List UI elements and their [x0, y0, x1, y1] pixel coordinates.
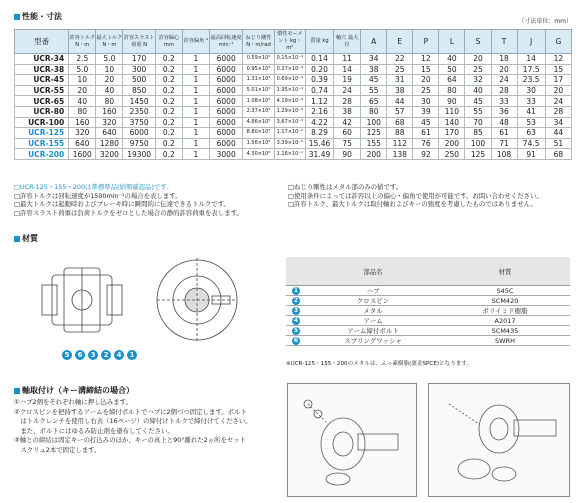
spec-cell: 68	[387, 117, 413, 128]
spec-cell: 19300	[123, 149, 155, 160]
spec-header-cell: S	[465, 30, 491, 54]
spec-cell: 10	[96, 64, 123, 75]
spec-cell: 1	[182, 54, 209, 65]
spec-cell: 23.5	[517, 75, 545, 86]
spec-cell: 17.5	[517, 64, 545, 75]
spec-cell: 25	[387, 64, 413, 75]
spec-cell: 38	[334, 106, 361, 117]
part-number-cell	[286, 326, 306, 336]
spec-cell: 0.2	[155, 64, 182, 75]
spec-cell: 0.20	[305, 64, 333, 75]
spec-cell: 1.29×10⁻³	[274, 106, 305, 117]
spec-cell: 14	[517, 54, 545, 65]
spec-table-header	[15, 30, 572, 54]
part-number-cell	[286, 286, 306, 296]
spec-table-row	[15, 96, 572, 107]
model-cell: UCR-80	[15, 106, 69, 117]
material-header-mat: 材質	[440, 257, 570, 286]
spec-cell: 4.86×10⁵	[243, 117, 274, 128]
spec-cell: 200	[361, 149, 387, 160]
material-cell: SCM435	[440, 326, 570, 336]
part-number-cell	[286, 296, 306, 306]
part-number-badge: 4	[293, 317, 299, 324]
spec-cell: 42	[334, 117, 361, 128]
spec-cell: 31	[387, 75, 413, 86]
spec-cell: 200	[439, 138, 465, 149]
spec-header-cell: E	[387, 30, 413, 54]
spec-header-cell: P	[413, 30, 439, 54]
spec-cell: 6000	[210, 117, 243, 128]
spec-cell: 44	[387, 96, 413, 107]
section-marker-icon	[14, 14, 20, 20]
spec-table-row	[15, 106, 572, 117]
spec-cell: 1.95×10⁻⁴	[274, 85, 305, 96]
part-label-badge: 6	[75, 350, 85, 360]
spec-cell: 160	[96, 106, 123, 117]
spec-cell: 68	[545, 149, 571, 160]
part-label-badge: 4	[114, 350, 124, 360]
material-cell: SWRH	[440, 336, 570, 346]
model-cell: UCR-34	[15, 54, 69, 65]
spec-header-cell: T	[491, 30, 517, 54]
spec-cell: 15.46	[305, 138, 333, 149]
spec-cell: 1	[182, 128, 209, 139]
spec-header-cell: 質量 kg	[305, 30, 333, 54]
procedure-title-text: 軸取付け（キー溝締結の場合）	[22, 386, 134, 395]
spec-cell: 40	[465, 85, 491, 96]
spec-cell: 45	[413, 117, 439, 128]
spec-cell: 170	[123, 54, 155, 65]
spec-cell: 91	[517, 149, 545, 160]
spec-cell: 20	[545, 85, 571, 96]
spec-header-cell: 慣性モーメント kg・m²	[274, 30, 305, 54]
procedure-line: ①ハブ2個をそれぞれ軸に押し込みます。	[14, 398, 132, 406]
spec-cell: 2.16	[305, 106, 333, 117]
material-cell: S45C	[440, 286, 570, 296]
spec-cell: 45	[361, 75, 387, 86]
section-marker-icon	[14, 236, 20, 242]
spec-cell: 155	[361, 138, 387, 149]
spec-cell: 0.27×10⁻⁴	[274, 64, 305, 75]
spec-cell: 14	[334, 64, 361, 75]
spec-table-row	[15, 64, 572, 75]
spec-cell: 4.22	[305, 117, 333, 128]
spec-cell: 3.39×10⁻²	[274, 138, 305, 149]
spec-cell: 0.74	[305, 85, 333, 96]
spec-cell: 0.2	[155, 75, 182, 86]
spec-cell: 108	[491, 149, 517, 160]
material-note: ※UCR-125・155・200のメタルは、ふっ素樹脂(裏金SPCE)となります。	[286, 361, 473, 367]
spec-header-cell: L	[439, 30, 465, 54]
section-marker-icon	[14, 388, 20, 394]
spec-cell: 55	[465, 106, 491, 117]
spec-cell: 1	[182, 106, 209, 117]
note-line: □最大トルクは起動時およびブレーキ時に瞬間的に伝達できるトルクです。	[14, 200, 230, 209]
spec-cell: 85	[465, 128, 491, 139]
spec-cell: 0.2	[155, 96, 182, 107]
spec-cell: 6000	[210, 106, 243, 117]
spec-cell: 30	[517, 85, 545, 96]
spec-cell: 71	[491, 138, 517, 149]
part-label-badge: 2	[101, 350, 111, 360]
spec-cell: 34	[361, 54, 387, 65]
spec-cell: 125	[361, 128, 387, 139]
spec-cell: 80	[439, 85, 465, 96]
part-number-cell	[286, 336, 306, 346]
part-number-labels	[62, 350, 137, 360]
spec-cell: 51	[545, 138, 571, 149]
model-cell: UCR-65	[15, 96, 69, 107]
spec-cell: 60	[334, 128, 361, 139]
spec-cell: 5.0	[69, 64, 96, 75]
spec-cell: 1.56×10⁶	[243, 138, 274, 149]
spec-cell: 4.30×10⁶	[243, 149, 274, 160]
model-cell: UCR-155	[15, 138, 69, 149]
part-number-badge: 2	[293, 297, 299, 304]
spec-table-row	[15, 85, 572, 96]
spec-cell: 25	[465, 64, 491, 75]
spec-cell: 1.17×10⁻²	[274, 128, 305, 139]
spec-cell: 100	[465, 138, 491, 149]
spec-cell: 1	[182, 117, 209, 128]
spec-cell: 20	[96, 75, 123, 86]
part-name-cell: アーム締付ボルト	[306, 326, 440, 336]
spec-cell: 28	[491, 85, 517, 96]
spec-cell: 0.2	[155, 149, 182, 160]
spec-cell: 6000	[210, 85, 243, 96]
spec-cell: 300	[123, 64, 155, 75]
part-name-cell: スプリングワッシャ	[306, 336, 440, 346]
spec-cell: 0.15×10⁻⁴	[274, 54, 305, 65]
spec-cell: 0.2	[155, 85, 182, 96]
spec-cell: 0.95×10⁴	[243, 64, 274, 75]
spec-cell: 1.08×10⁵	[243, 96, 274, 107]
material-cell: SCM420	[440, 296, 570, 306]
notes-left	[14, 183, 243, 217]
spec-cell: 5.0	[96, 54, 123, 65]
procedure-section-title	[14, 385, 134, 396]
material-section-title	[14, 233, 38, 244]
spec-cell: 31.49	[305, 149, 333, 160]
part-number-cell	[286, 306, 306, 316]
spec-cell: 1	[182, 149, 209, 160]
spec-cell: 24	[545, 96, 571, 107]
spec-cell: 1.12	[305, 96, 333, 107]
spec-cell: 6000	[210, 138, 243, 149]
spec-cell: 38	[387, 85, 413, 96]
spec-cell: 320	[69, 128, 96, 139]
spec-table-row	[15, 138, 572, 149]
spec-cell: 5.01×10⁴	[243, 85, 274, 96]
material-title-text: 材質	[22, 234, 38, 243]
assembly-illustration-2	[428, 383, 570, 497]
spec-table	[14, 29, 572, 160]
spec-cell: 1	[182, 75, 209, 86]
part-label-badge: 3	[88, 350, 98, 360]
spec-cell: 24	[491, 75, 517, 86]
part-number-badge: 1	[293, 287, 299, 294]
part-name-cell: クロスピン	[306, 296, 440, 306]
spec-cell: 90	[439, 96, 465, 107]
spec-cell: 57	[387, 106, 413, 117]
spec-cell: 92	[413, 149, 439, 160]
material-row	[286, 306, 570, 316]
spec-cell: 40	[69, 96, 96, 107]
part-number-badge: 3	[293, 307, 299, 314]
spec-cell: 140	[439, 117, 465, 128]
part-name-cell: アーム	[306, 316, 440, 326]
procedure-line: また、ボルトにはゆるみ防止剤を塗布してください。	[14, 426, 174, 435]
spec-cell: 20	[491, 64, 517, 75]
spec-cell: 30	[413, 96, 439, 107]
spec-cell: 38	[361, 64, 387, 75]
spec-cell: 20	[465, 54, 491, 65]
notes-right	[288, 183, 543, 209]
part-label-badge: 5	[62, 350, 72, 360]
spec-cell: 80	[96, 96, 123, 107]
spec-cell: 4.19×10⁻⁴	[274, 96, 305, 107]
spec-cell: 850	[123, 85, 155, 96]
material-row	[286, 336, 570, 346]
spec-cell: 80	[69, 106, 96, 117]
note-line: □許容トルク、最大トルクは取付軸およびキーの強度を考慮したものではありません。	[288, 200, 537, 209]
model-cell: UCR-200	[15, 149, 69, 160]
spec-cell: 65	[361, 96, 387, 107]
spec-cell: 50	[439, 64, 465, 75]
spec-cell: 6000	[210, 128, 243, 139]
spec-header-cell: 型番	[15, 30, 69, 54]
spec-cell: 0.2	[155, 117, 182, 128]
spec-cell: 6000	[123, 128, 155, 139]
spec-cell: 320	[96, 117, 123, 128]
spec-cell: 12	[413, 54, 439, 65]
spec-table-row	[15, 128, 572, 139]
spec-cell: 20	[413, 75, 439, 86]
spec-table-row	[15, 54, 572, 65]
spec-cell: 19	[334, 75, 361, 86]
note-line: □使用条件によっては許容以上の偏心・偏角で使用が可能です。お問い合わせください。	[288, 191, 543, 200]
material-row	[286, 286, 570, 296]
note-line: □許容スラスト荷重は負荷トルクをゼロとした場合の静的許容荷重を表します。	[14, 208, 243, 217]
spec-cell: 20	[69, 85, 96, 96]
material-row	[286, 296, 570, 306]
procedure-steps	[14, 398, 279, 456]
spec-header-cell: 許容トルク N・m	[69, 30, 96, 54]
note-line: □UCR-125・155・200は準標準品(納期確認品)です。	[14, 183, 173, 191]
spec-cell: 112	[387, 138, 413, 149]
part-label-badge: 1	[127, 350, 137, 360]
spec-cell: 28	[545, 106, 571, 117]
spec-cell: 74.5	[517, 138, 545, 149]
spec-cell: 34	[545, 117, 571, 128]
spec-cell: 1	[182, 64, 209, 75]
spec-cell: 80	[361, 106, 387, 117]
spec-cell: 0.39	[305, 75, 333, 86]
part-number-cell	[286, 316, 306, 326]
spec-cell: 1	[182, 96, 209, 107]
spec-cell: 6000	[210, 54, 243, 65]
spec-header-cell: 許容偏心 mm	[155, 30, 182, 54]
spec-header-cell: 最大トルク N・m	[96, 30, 123, 54]
spec-cell: 22	[387, 54, 413, 65]
spec-table-row	[15, 149, 572, 160]
part-number-badge: 6	[293, 337, 299, 344]
note-line: □ねじり剛性はメタル部のみの値です。	[288, 183, 403, 191]
spec-cell: 6000	[210, 75, 243, 86]
material-table	[286, 257, 570, 346]
spec-cell: 61	[413, 128, 439, 139]
spec-cell: 33	[517, 96, 545, 107]
spec-cell: 53	[517, 117, 545, 128]
procedure-line: はトルクレンチを使用し右表（16ページ）の締付けトルクで締付けてください。	[14, 417, 252, 426]
spec-cell: 9750	[123, 138, 155, 149]
spec-cell: 1.16×10⁻¹	[274, 149, 305, 160]
material-table-header	[286, 257, 570, 286]
spec-header-cell: J	[517, 30, 545, 54]
spec-cell: 44	[545, 128, 571, 139]
spec-cell: 110	[439, 106, 465, 117]
spec-cell: 63	[517, 128, 545, 139]
spec-cell: 48	[491, 117, 517, 128]
spec-cell: 75	[334, 138, 361, 149]
spec-cell: 1450	[123, 96, 155, 107]
spec-header-cell: A	[361, 30, 387, 54]
spec-cell: 2350	[123, 106, 155, 117]
spec-cell: 170	[439, 128, 465, 139]
spec-cell: 0.2	[155, 54, 182, 65]
spec-cell: 2.5	[69, 54, 96, 65]
spec-table-row	[15, 75, 572, 86]
spec-cell: 11	[334, 54, 361, 65]
spec-cell: 0.69×10⁻⁴	[274, 75, 305, 86]
spec-cell: 45	[465, 96, 491, 107]
model-cell: UCR-38	[15, 64, 69, 75]
model-cell: UCR-45	[15, 75, 69, 86]
model-cell: UCR-55	[15, 85, 69, 96]
spec-cell: 8.80×10⁵	[243, 128, 274, 139]
spec-cell: 125	[465, 149, 491, 160]
spec-cell: 28	[334, 96, 361, 107]
spec-header-cell: 許容スラスト荷重 N	[123, 30, 155, 54]
spec-cell: 2.37×10⁵	[243, 106, 274, 117]
spec-cell: 6000	[210, 96, 243, 107]
spec-cell: 10	[69, 75, 96, 86]
spec-cell: 640	[96, 128, 123, 139]
spec-cell: 15	[545, 64, 571, 75]
spec-cell: 3750	[123, 117, 155, 128]
part-name-cell: メタル	[306, 306, 440, 316]
spec-cell: 640	[69, 138, 96, 149]
spec-cell: 32	[465, 75, 491, 86]
spec-cell: 3200	[96, 149, 123, 160]
model-cell: UCR-125	[15, 128, 69, 139]
spec-header-cell: ねじり剛性 N・m/rad	[243, 30, 274, 54]
procedure-line: スクリュ2本で固定します。	[14, 445, 101, 454]
procedure-line: ③軸との締結は固定キーの打込みのほか、キーの真上と90°離れた2ヵ所をセット	[14, 436, 247, 445]
spec-cell: 1	[182, 85, 209, 96]
spec-cell: 25	[413, 85, 439, 96]
spec-cell: 76	[413, 138, 439, 149]
spec-cell: 18	[491, 54, 517, 65]
spec-cell: 500	[123, 75, 155, 86]
spec-cell: 1280	[96, 138, 123, 149]
spec-cell: 24	[334, 85, 361, 96]
spec-cell: 160	[69, 117, 96, 128]
spec-header-cell: 軸穴 最大径	[334, 30, 361, 54]
note-line: □許容トルクは回転速度が1500min⁻¹の場合を表します。	[14, 191, 182, 200]
spec-header-cell: 許容偏角 °	[182, 30, 209, 54]
spec-cell: 0.59×10⁴	[243, 54, 274, 65]
part-name-cell: ハブ	[306, 286, 440, 296]
material-row	[286, 316, 570, 326]
assembly-illustration-1	[287, 383, 417, 497]
material-cell: A2017	[440, 316, 570, 326]
spec-cell: 40	[439, 54, 465, 65]
spec-cell: 0.2	[155, 138, 182, 149]
coupling-drawing	[22, 250, 262, 350]
spec-cell: 6000	[210, 64, 243, 75]
spec-cell: 8.29	[305, 128, 333, 139]
spec-cell: 90	[334, 149, 361, 160]
spec-header-cell: 最高回転速度 min⁻¹	[210, 30, 243, 54]
spec-cell: 61	[491, 128, 517, 139]
spec-cell: 138	[387, 149, 413, 160]
spec-cell: 0.2	[155, 128, 182, 139]
unit-note: （寸法単位：mm）	[518, 18, 572, 25]
spec-cell: 100	[361, 117, 387, 128]
spec-cell: 88	[387, 128, 413, 139]
spec-cell: 17	[545, 75, 571, 86]
spec-cell: 12	[545, 54, 571, 65]
spec-cell: 36	[491, 106, 517, 117]
spec-section-title	[14, 11, 62, 22]
spec-header-cell: G	[545, 30, 571, 54]
part-number-badge: 5	[293, 327, 299, 334]
spec-cell: 70	[465, 117, 491, 128]
material-row	[286, 326, 570, 336]
spec-cell: 0.2	[155, 106, 182, 117]
spec-cell: 33	[491, 96, 517, 107]
spec-cell: 64	[439, 75, 465, 86]
spec-cell: 1600	[69, 149, 96, 160]
spec-cell: 1.31×10⁴	[243, 75, 274, 86]
model-cell: UCR-100	[15, 117, 69, 128]
material-header-part: 部品名	[306, 257, 440, 286]
spec-table-row	[15, 117, 572, 128]
spec-cell: 0.14	[305, 54, 333, 65]
spec-cell: 15	[413, 64, 439, 75]
spec-title-text: 性能・寸法	[22, 12, 62, 21]
spec-cell: 41	[517, 106, 545, 117]
material-cell: ポリイミド樹脂	[440, 306, 570, 316]
spec-cell: 1	[182, 138, 209, 149]
procedure-line: ②クロスピンを把持するアームを締付ボルトでハブに2個づつ固定します。ボルト	[14, 407, 247, 416]
spec-cell: 39	[413, 106, 439, 117]
spec-cell: 3.67×10⁻³	[274, 117, 305, 128]
spec-cell: 3000	[210, 149, 243, 160]
spec-cell: 250	[439, 149, 465, 160]
spec-cell: 55	[361, 85, 387, 96]
spec-cell: 40	[96, 85, 123, 96]
